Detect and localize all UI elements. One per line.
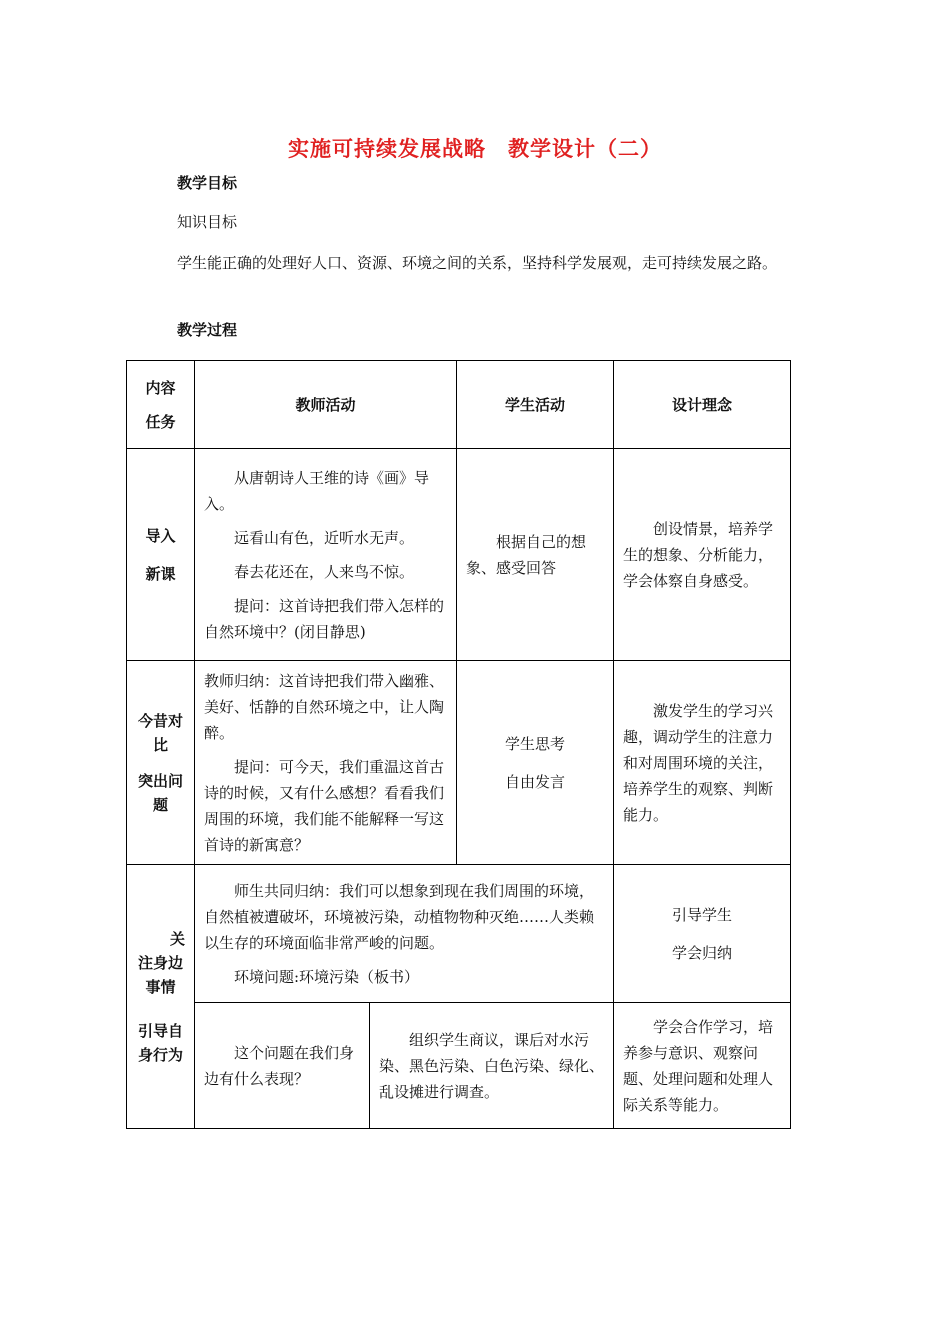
row2-topic-line: 题	[152, 795, 168, 814]
row2-teacher-para: 教师归纳：这首诗把我们带入幽雅、美好、恬静的自然环境之中，让人陶醉。	[204, 671, 445, 742]
row1-teacher	[195, 449, 457, 661]
row3-concept-line: 引导学生	[672, 905, 733, 924]
table-row	[127, 449, 791, 661]
row3-concept	[614, 865, 791, 1003]
row3-topic-line: 身行为	[137, 1045, 183, 1064]
row1-concept	[614, 449, 791, 661]
row1-teacher-para: 从唐朝诗人王维的诗《画》导入。	[204, 468, 430, 513]
row1-topic-line: 新课	[145, 564, 176, 583]
row3-teacher-para: 师生共同归纳：我们可以想象到现在我们周围的环境，自然植被遭破坏，环境被污染，动植物物种灭绝……人类赖以生存的环境面临非常严峻的问题。	[204, 881, 595, 952]
row1-teacher-para: 提问：这首诗把我们带入怎样的自然环境中？(闭目静思)	[204, 596, 445, 641]
header-task-label: 任务	[145, 412, 176, 431]
row2-concept-text: 激发学生的学习兴趣，调动学生的注意力和对周围环境的关注，培养学生的观察、判断能力。	[623, 701, 774, 824]
row3-teacher	[195, 865, 614, 1003]
row1-teacher-para: 远看山有色，近听水无声。	[234, 528, 415, 547]
knowledge-text: 学生能正确的处理好人口、资源、环境之间的关系，坚持科学发展观，走可持续发展之路。	[177, 254, 778, 272]
row2-student-line: 自由发言	[505, 772, 566, 791]
header-student: 学生活动	[457, 361, 614, 449]
row4-teacher-text: 这个问题在我们身边有什么表现？	[204, 1043, 355, 1088]
process-heading: 教学过程	[177, 321, 238, 339]
row4-student	[370, 1003, 614, 1129]
goals-heading: 教学目标	[177, 174, 238, 192]
row3-concept-line: 学会归纳	[672, 943, 733, 962]
document-title: 实施可持续发展战略 教学设计（二）	[288, 137, 662, 161]
row3-topic-line: 事情	[145, 977, 176, 996]
row3-topic	[127, 865, 195, 1129]
row4-teacher	[195, 1003, 370, 1129]
header-content-label: 内容	[145, 378, 176, 397]
row2-teacher	[195, 661, 457, 865]
row2-topic-line: 今昔对	[137, 711, 183, 730]
table-row	[127, 1003, 791, 1129]
table-header-row	[127, 361, 791, 449]
row3-topic-line: 注身边	[137, 953, 183, 972]
row3-topic-line: 引导自	[137, 1021, 183, 1040]
header-concept: 设计理念	[614, 361, 791, 449]
table-row	[127, 661, 791, 865]
row3-teacher-para: 环境问题:环境污染（板书）	[234, 967, 420, 986]
row4-concept-text: 学会合作学习，培养参与意识、观察问题、处理问题和处理人际关系等能力。	[623, 1017, 774, 1114]
row1-student	[457, 449, 614, 661]
table-row	[127, 865, 791, 1003]
row2-student	[457, 661, 614, 865]
row4-concept	[614, 1003, 791, 1129]
row1-topic-line: 导入	[145, 526, 176, 545]
row2-student-line: 学生思考	[505, 734, 566, 753]
knowledge-heading: 知识目标	[177, 213, 238, 231]
row2-teacher-para: 提问：可今天，我们重温这首古诗的时候，又有什么感想？看看我们周围的环境，我们能不能解释一写这首诗的新寓意？	[204, 757, 445, 854]
row2-topic-line: 突出问	[137, 771, 183, 790]
row2-concept	[614, 661, 791, 865]
row1-student-text: 根据自己的想象、感受回答	[466, 532, 587, 577]
header-content-task	[127, 361, 195, 449]
header-teacher: 教师活动	[195, 361, 457, 449]
row3-topic-line: 关	[169, 929, 185, 948]
lesson-process-table	[126, 360, 791, 1129]
row2-topic	[127, 661, 195, 865]
row2-topic-line: 比	[152, 735, 168, 754]
row1-teacher-para: 春去花还在，人来鸟不惊。	[234, 562, 415, 581]
row4-student-text: 组织学生商议，课后对水污染、黑色污染、白色污染、绿化、乱设摊进行调查。	[379, 1030, 605, 1101]
row1-concept-text: 创设情景，培养学生的想象、分析能力，学会体察自身感受。	[623, 519, 774, 590]
row1-topic	[127, 449, 195, 661]
